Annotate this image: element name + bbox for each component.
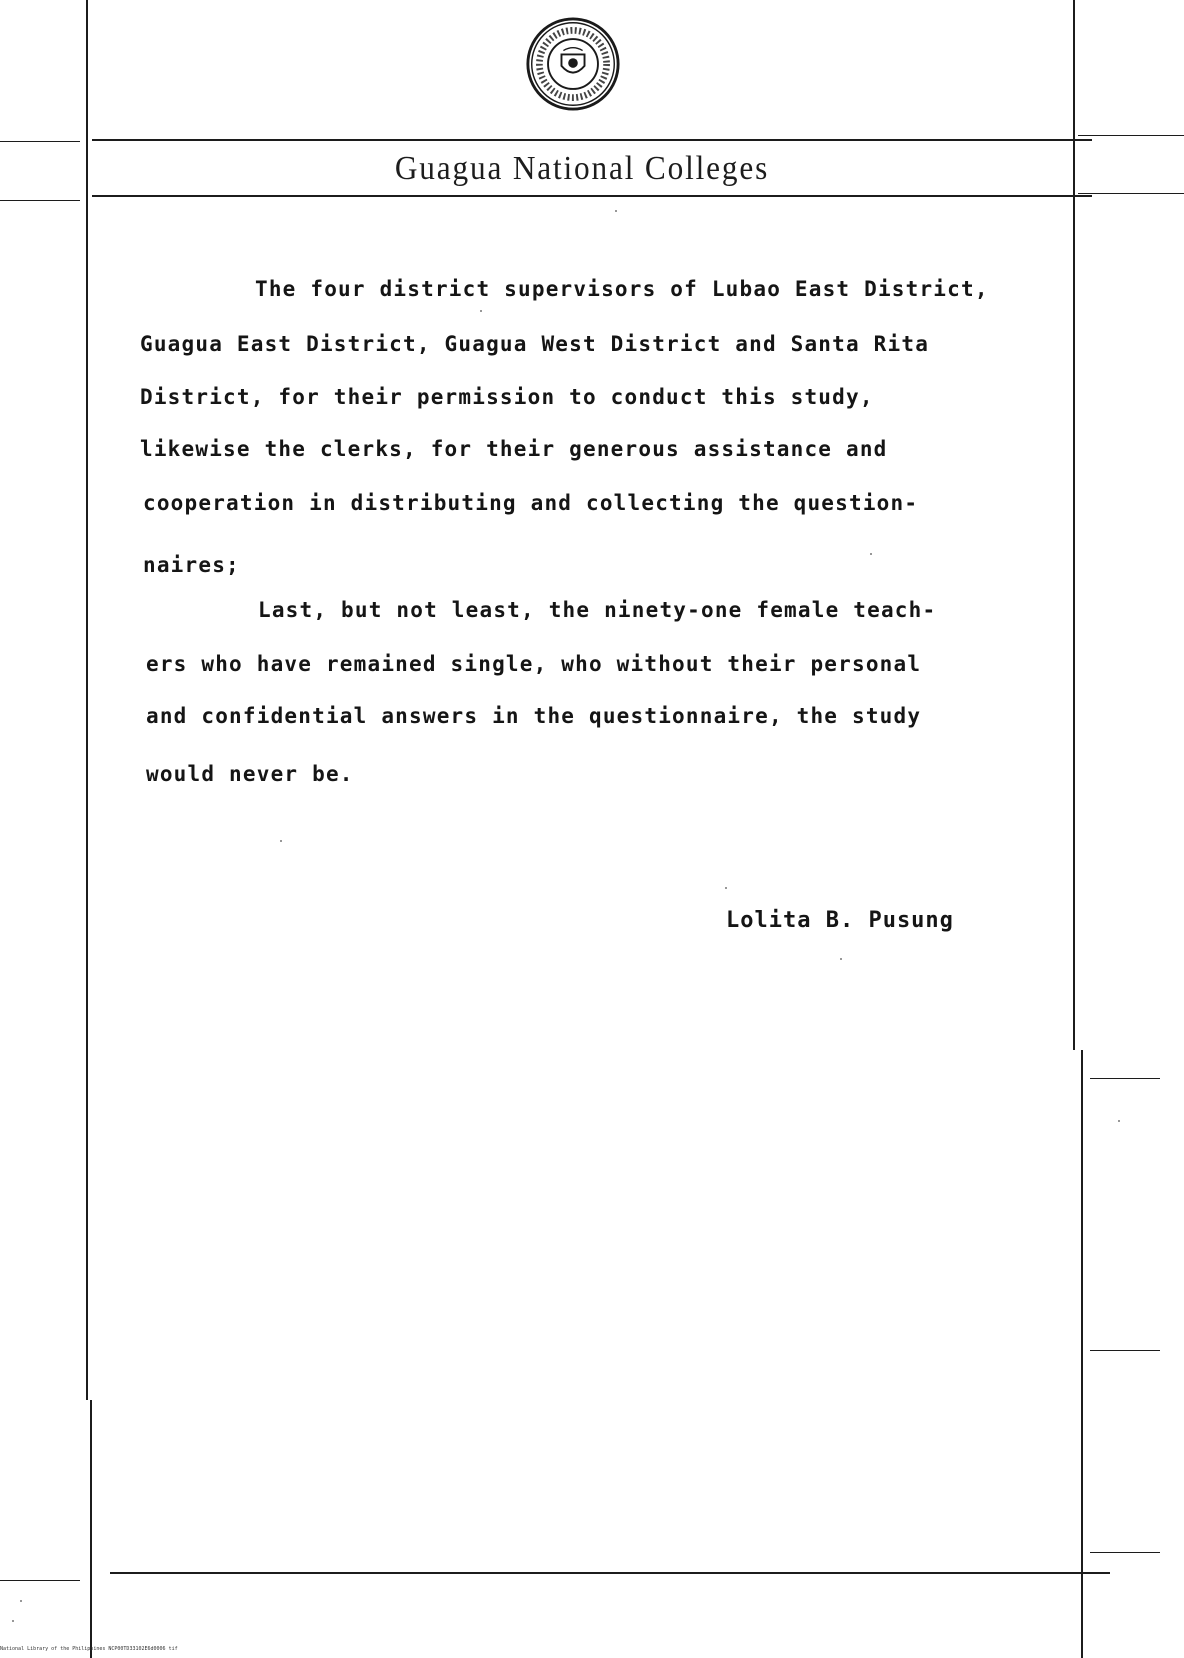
body-line: and confidential answers in the questionnaire, the study: [146, 704, 922, 728]
scan-speck: [12, 1620, 14, 1622]
body-line: cooperation in distributing and collecting the question-: [143, 491, 919, 515]
author-signature-name: Lolita B. Pusung: [726, 908, 954, 933]
body-line: Guagua East District, Guagua West District and Santa Rita: [140, 332, 930, 356]
scan-speck: [480, 310, 482, 312]
left-frame-line-lower: [90, 1400, 92, 1658]
scan-speck: [1118, 1120, 1120, 1122]
right-margin-tick: [1078, 193, 1184, 194]
institution-name: Guagua National Colleges: [394, 150, 770, 187]
scan-speck: [725, 887, 727, 889]
right-frame-line-lower: [1081, 1050, 1083, 1658]
letterhead-bottom-rule: [92, 195, 1092, 197]
scan-speck: [870, 553, 872, 555]
right-margin-tick: [1090, 1350, 1160, 1351]
left-margin-tick: [0, 141, 80, 142]
body-line: likewise the clerks, for their generous assistance and: [140, 437, 888, 461]
right-margin-tick: [1090, 1078, 1160, 1079]
left-margin-tick: [0, 1580, 80, 1581]
body-line: ers who have remained single, who without their personal: [146, 652, 922, 676]
college-seal-logo: [525, 16, 621, 112]
left-frame-line: [86, 0, 88, 1400]
right-margin-tick: [1078, 135, 1184, 136]
body-line: District, for their permission to conduct this study,: [140, 385, 874, 409]
right-margin-tick: [1090, 1552, 1160, 1553]
body-line: Last, but not least, the ninety-one female teach-: [258, 598, 937, 622]
body-line: would never be.: [146, 762, 354, 786]
scan-speck: [20, 1600, 22, 1602]
body-line: The four district supervisors of Lubao East District,: [255, 277, 989, 301]
bottom-rule: [110, 1572, 1110, 1574]
left-margin-tick: [0, 200, 80, 201]
right-frame-line: [1073, 0, 1075, 1050]
scan-speck: [280, 840, 282, 842]
scan-footer-note: National Library of the Philippines NCP00TD33102E6d0006 tif: [0, 1646, 178, 1652]
letterhead-top-rule: [92, 139, 1092, 141]
body-line: naires;: [143, 553, 240, 577]
scan-speck: [615, 210, 617, 212]
scan-speck: [840, 958, 842, 960]
